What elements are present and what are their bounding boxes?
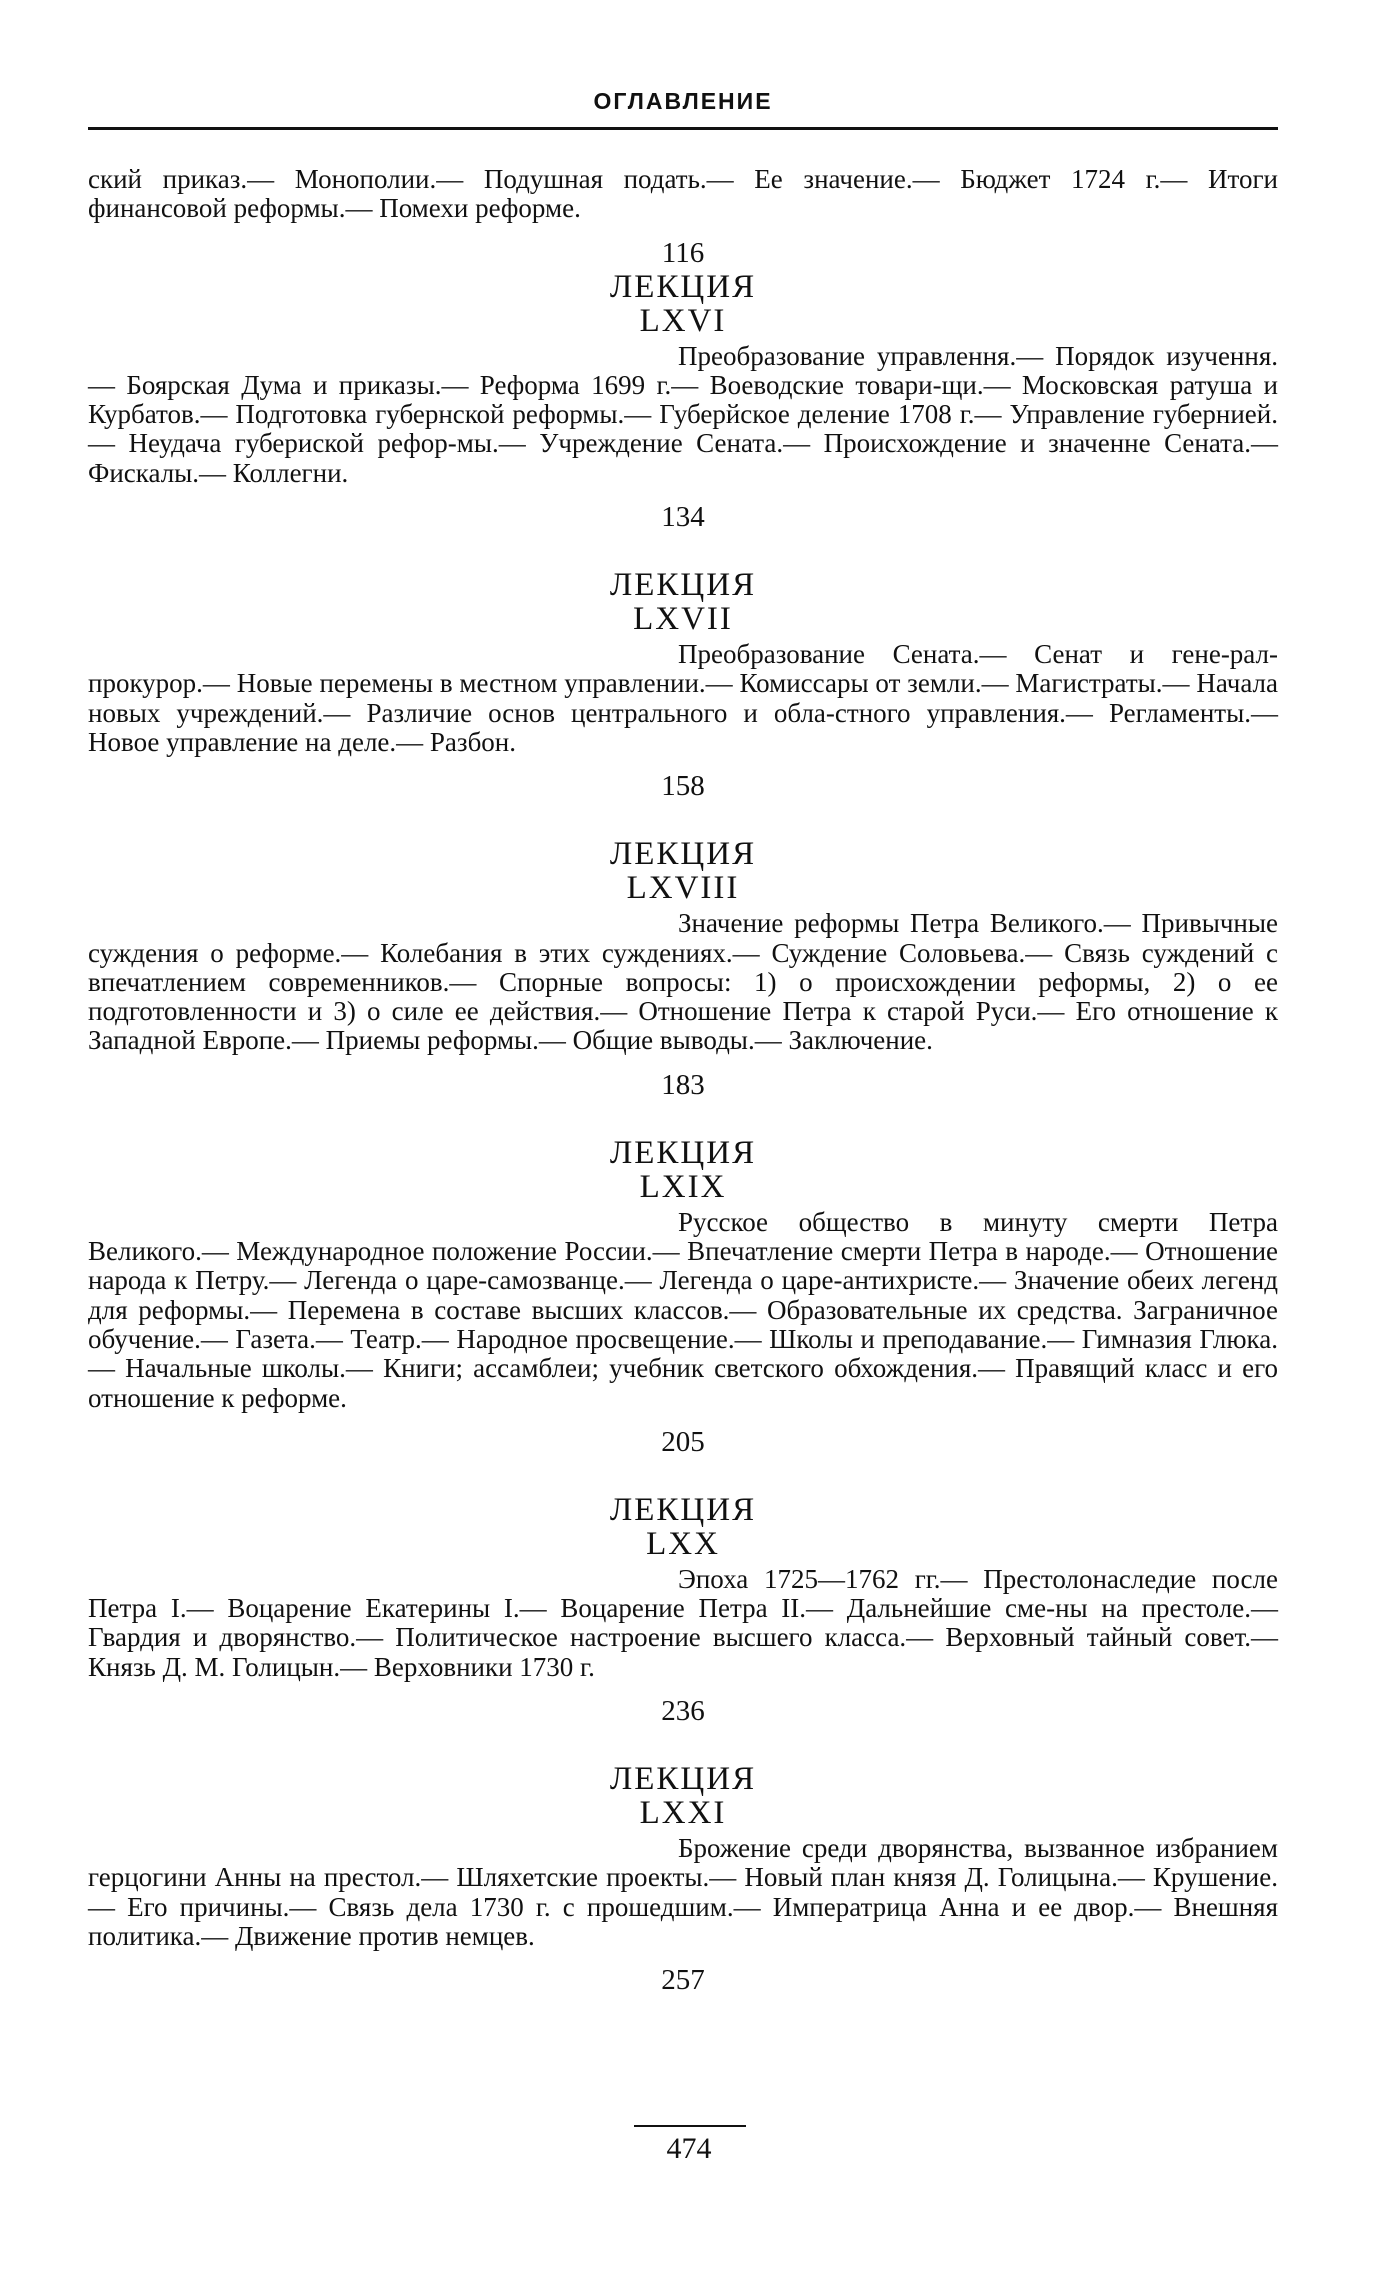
entry-page-number: 158 — [661, 770, 705, 803]
lecture-number: LXVII — [633, 601, 733, 638]
entry-summary: ский приказ.— Монополии.— Подушная подать.— Ее значение.— Бюджет 1724 г.— Итоги финансовой реформы.— Помехи реформе. — [88, 164, 1278, 224]
header-rule — [88, 127, 1278, 130]
toc-entry-lxvii — [88, 568, 1278, 803]
lecture-heading: ЛЕКЦИЯ — [609, 268, 757, 305]
running-head: ОГЛАВЛЕНИЕ — [593, 88, 773, 114]
entry-page-number: 134 — [661, 501, 705, 534]
entry-summary: Русское общество в минуту смерти Петра Великого.— Международное положение России.— Впечатление смерти Петра в народе.— Отношение народа к Петру.— Легенда о царе-самозванце.— Легенда о царе-антихристе.— Значение обеих легенд для реформы.— Перемена в составе высших классов.— Образовательные их средства. Заграничное обучение.— Газета.— Театр.— Народное просвещение.— Школы и преподавание.— Гимназия Глюка.— Начальные школы.— Книги; ассамблеи; учебник светского обхождения.— Правящий класс и его отношение к реформе. — [88, 1206, 1278, 1413]
footer-rule — [634, 2125, 746, 2127]
entry-page-number: 116 — [661, 236, 705, 269]
entry-page-number: 257 — [661, 1964, 705, 1997]
lecture-number: LXIX — [639, 1168, 727, 1205]
entry-summary: Преобразование Сената.— Сенат и гене-рал-прокурор.— Новые перемены в местном управлении.— Комиссары от земли.— Магистраты.— Начала новых учреждений.— Различие основ центрального и обла-стного управления.— Регламенты.— Новое управление на деле.— Разбон. — [88, 639, 1278, 757]
entry-page-number: 236 — [661, 1695, 705, 1728]
lecture-number: LXXI — [639, 1795, 727, 1832]
entry-page-number: 205 — [661, 1425, 705, 1458]
toc-content — [88, 165, 1278, 1997]
toc-entry-lxx — [88, 1493, 1278, 1728]
toc-entry-lxvi — [88, 270, 1278, 534]
entry-summary: Брожение среди дворянства, вызванное избранием герцогини Анны на престол.— Шляхетские проекты.— Новый план князя Д. Голицына.— Крушение.— Его причины.— Связь дела 1730 г. с прошедшим.— Императрица Анна и ее двор.— Внешняя политика.— Движение против немцев. — [88, 1833, 1278, 1951]
toc-entry-lxxi — [88, 1762, 1278, 1997]
entry-summary: Значение реформы Петра Великого.— Привычные суждения о реформе.— Колебания в этих суждениях.— Суждение Соловьева.— Связь суждений с впечатлением современников.— Спорные вопросы: 1) о происхождении реформы, 2) о ее подготовленности и 3) о силе ее действия.— Отношение Петра к старой Руси.— Его отношение к Западной Европе.— Приемы реформы.— Общие выводы.— Заключение. — [88, 908, 1278, 1056]
lecture-heading: ЛЕКЦИЯ — [609, 836, 757, 873]
lecture-heading: ЛЕКЦИЯ — [609, 1491, 757, 1528]
lecture-number: LXVIII — [626, 870, 740, 907]
entry-page-number: 183 — [661, 1068, 705, 1101]
toc-entry-lxviii — [88, 837, 1278, 1101]
lecture-number: LXX — [646, 1525, 720, 1562]
lecture-heading: ЛЕКЦИЯ — [609, 567, 757, 604]
entry-summary: Эпоха 1725—1762 гг.— Престолонаследие после Петра I.— Воцарение Екатерины I.— Воцарение Петра II.— Дальнейшие сме-ны на престоле.— Гвардия и дворянство.— Политическое настроение высшего класса.— Верховный тайный совет.— Князь Д. М. Голицын.— Верховники 1730 г. — [88, 1563, 1278, 1682]
entry-summary: Преобразование управлення.— Порядок изучення.— Боярская Дума и приказы.— Реформа 1699 г.— Воеводские товари-щи.— Московская ратуша и Курбатов.— Подготовка губернской реформы.— Губерйское деление 1708 г.— Управление губернией.— Неудача губериской рефор-мы.— Учреждение Сената.— Происхождение и значенне Сената.— Фискалы.— Коллегни. — [88, 340, 1278, 488]
lecture-heading: ЛЕКЦИЯ — [609, 1761, 757, 1798]
lecture-heading: ЛЕКЦИЯ — [609, 1134, 757, 1171]
lecture-number: LXVI — [639, 302, 727, 339]
page-number: 474 — [666, 2132, 712, 2165]
toc-entry-lxix — [88, 1136, 1278, 1459]
